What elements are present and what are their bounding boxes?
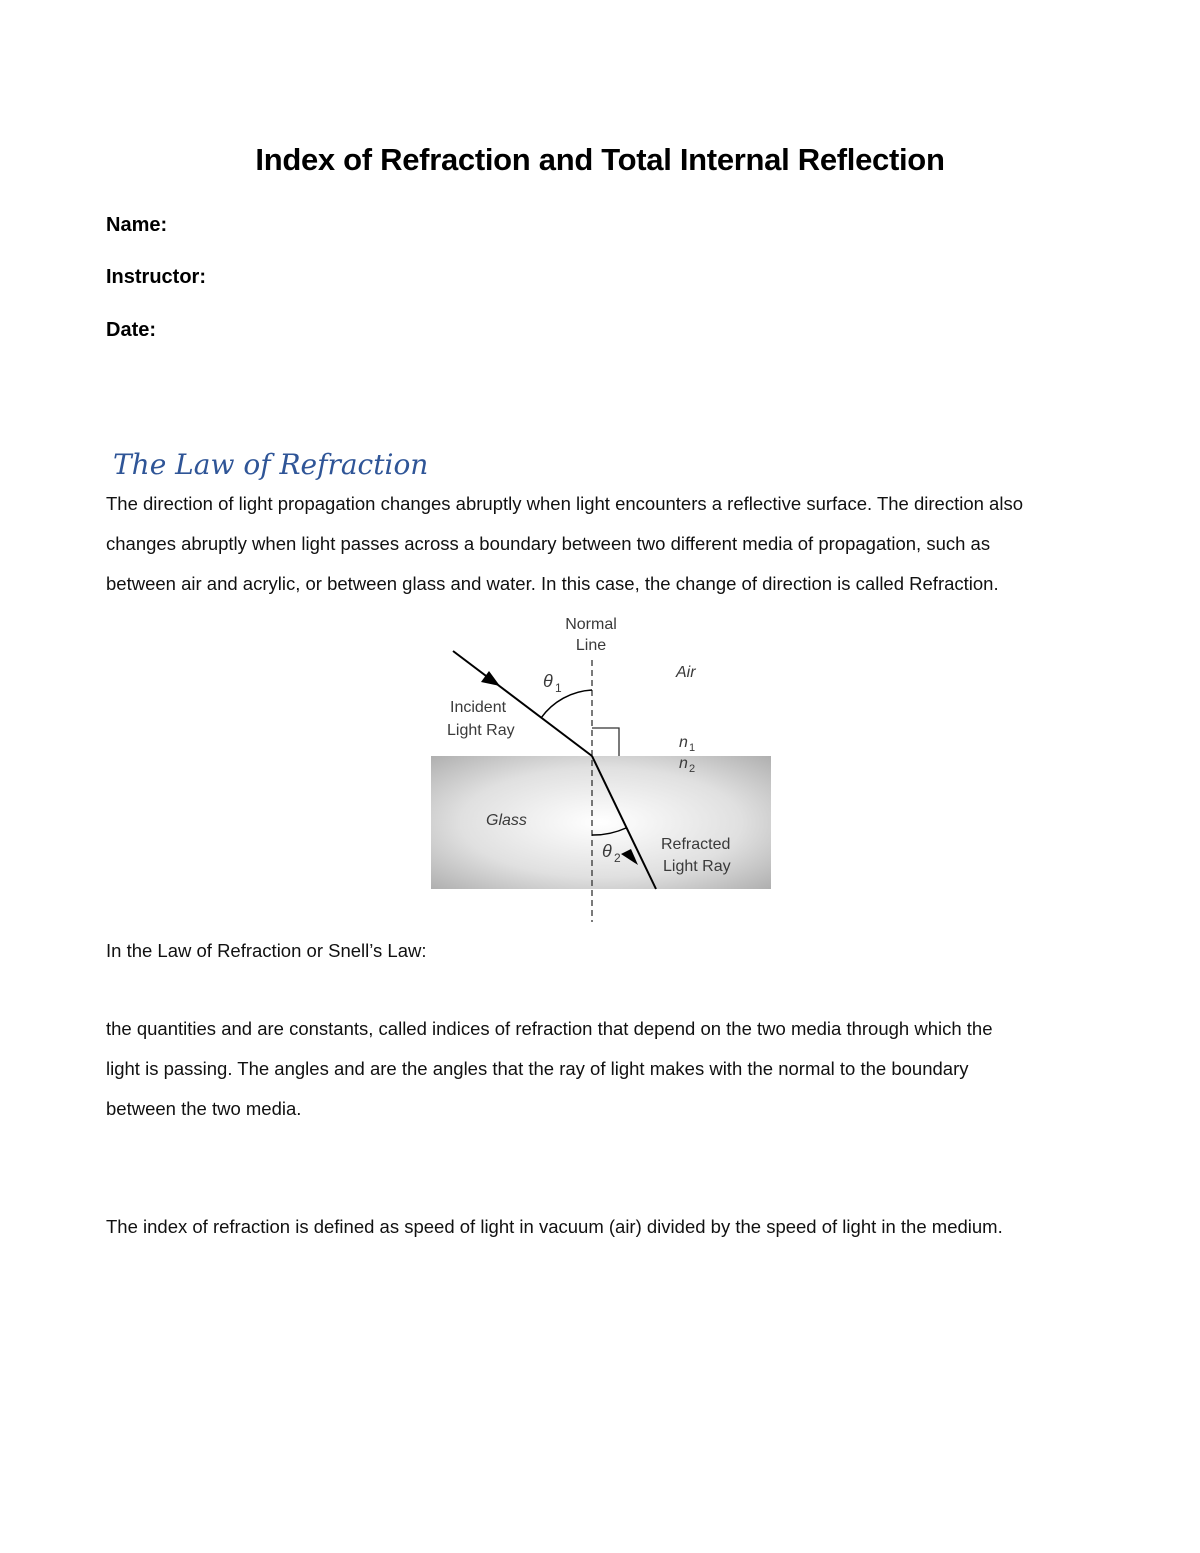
refracted-label-2: Light Ray (663, 858, 731, 875)
incident-label-2: Light Ray (447, 722, 515, 739)
explanation-line: the quantities and are constants, called indices of refraction that depend on the two media through which the (106, 1018, 993, 1039)
theta1-subscript: 1 (555, 681, 562, 695)
section-heading: The Law of Refraction (113, 448, 429, 481)
refracted-label-1: Refracted (661, 836, 731, 853)
n1-label: n (679, 734, 688, 751)
theta2-label: θ (602, 841, 612, 861)
explanation-line: light is passing. The angles and are the angles that the ray of light makes with the normal to the boundary (106, 1058, 969, 1079)
normal-line-label-2: Line (575, 637, 607, 654)
theta2-subscript: 2 (614, 851, 621, 865)
intro-line: The direction of light propagation changes abruptly when light encounters a reflective surface. The direction also (106, 493, 1023, 514)
air-label: Air (676, 664, 696, 681)
normal-line-label-1: Normal (565, 616, 617, 633)
name-label: Name: (106, 214, 168, 236)
theta1-arc (541, 690, 592, 718)
incident-label-1: Incident (450, 699, 507, 716)
n1-subscript: 1 (689, 742, 696, 754)
n2-label: n (679, 755, 688, 772)
index-definition-text: The index of refraction is defined as speed of light in vacuum (air) divided by the speed of light in the medium. (106, 1216, 1003, 1237)
snell-intro-text: In the Law of Refraction or Snell’s Law: (106, 940, 427, 961)
intro-paragraph (106, 484, 1106, 604)
snell-intro (106, 931, 1106, 971)
index-definition (106, 1207, 1106, 1247)
theta1-label: θ (543, 671, 553, 691)
refraction-diagram (420, 610, 790, 925)
intro-line: changes abruptly when light passes across a boundary between two different media of propagation, such as (106, 533, 991, 554)
explanation-line: between the two media. (106, 1098, 302, 1119)
n2-subscript: 2 (689, 763, 696, 775)
right-angle-marker (592, 728, 619, 756)
glass-label: Glass (486, 812, 527, 829)
date-label: Date: (106, 319, 157, 341)
explanation-paragraph (106, 1009, 1106, 1129)
page-title: Index of Refraction and Total Internal Reflection (255, 142, 945, 177)
intro-line: between air and acrylic, or between glass and water. In this case, the change of direction is called Refraction. (106, 573, 999, 594)
instructor-label: Instructor: (106, 266, 206, 288)
